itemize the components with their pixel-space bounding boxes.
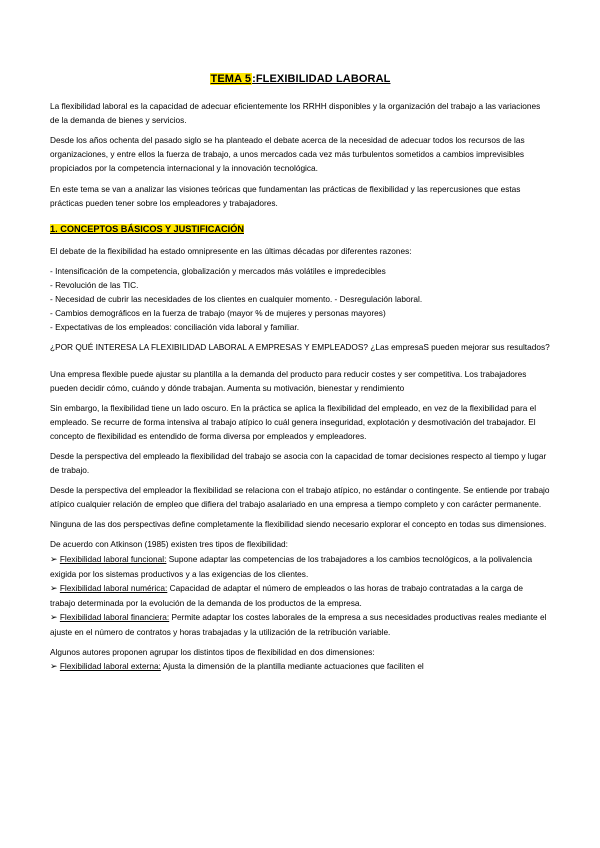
title-prefix: TEMA 5 bbox=[210, 73, 252, 85]
term: Flexibilidad laboral funcional: bbox=[59, 553, 167, 564]
arrow-icon: ➢ bbox=[50, 554, 58, 565]
paragraph: Desde la perspectiva del empleador la flexibilidad se relaciona con el trabajo atípico, no estándar o contingente. Se entiende por trabajo atípico cualquier relación de empleo que difiera del trabajo asalariado en una empresa a tiempo completo y con carácter permanente. bbox=[50, 485, 550, 510]
definition: Ajusta la dimensión de la plantilla mediante actuaciones que faciliten el bbox=[160, 661, 424, 672]
list-item: - Revolución de las TIC. bbox=[50, 280, 139, 291]
list-item: - Necesidad de cubrir las necesidades de los clientes en cualquier momento. - Desregulación laboral. bbox=[50, 294, 423, 305]
list-item: - Cambios demográficos en la fuerza de trabajo (mayor % de mujeres y personas mayores) bbox=[50, 308, 386, 319]
term: Flexibilidad laboral financiera: bbox=[59, 611, 170, 622]
term: Flexibilidad laboral externa: bbox=[59, 661, 161, 672]
paragraph: ¿POR QUÉ INTERESA LA FLEXIBILIDAD LABORAL A EMPRESAS Y EMPLEADOS? ¿Las empresaS pueden mejorar sus resultados? bbox=[50, 342, 550, 353]
list-item: - Intensificación de la competencia, globalización y mercados más volátiles e impredecibles bbox=[50, 265, 386, 276]
arrow-icon: ➢ bbox=[50, 662, 58, 673]
paragraph: La flexibilidad laboral es la capacidad de adecuar eficientemente los RRHH disponibles y la organización del trabajo a las variaciones de la demanda de bienes y servicios. bbox=[50, 101, 541, 126]
paragraph: Desde los años ochenta del pasado siglo se ha planteado el debate acerca de la necesidad de adecuar todos los recursos de las organizaciones, y entre ellos la fuerza de trabajo, a unos mercados cada vez más turbulentos sometidos a cambios imprevisibles propiciados por la competencia internacional y la innovación tecnológica. bbox=[50, 135, 525, 174]
flexibility-dimensions bbox=[50, 645, 550, 674]
paragraph: Sin embargo, la flexibilidad tiene un lado oscuro. En la práctica se aplica la flexibilidad del empleado, en vez de la flexibilidad para el empleado. Se recurre de forma intensiva al trabajo atípico lo cuál genera inseguridad, explotación y desmotivación del trabajador. El concepto de flexibilidad es entendido de forma diversa por empleados y empleadores. bbox=[50, 402, 537, 441]
paragraph: De acuerdo con Atkinson (1985) existen tres tipos de flexibilidad: bbox=[50, 539, 288, 550]
flexibility-types bbox=[50, 537, 550, 639]
paragraph: Una empresa flexible puede ajustar su plantilla a la demanda del producto para reducir costes y ser competitiva. Los trabajadores pueden decidir cómo, cuándo y dónde trabajan. Aumenta su motivación, bienestar y rendimiento bbox=[50, 368, 527, 393]
paragraph: El debate de la flexibilidad ha estado omnipresente en las últimas décadas por diferentes razones: bbox=[50, 245, 412, 256]
list-item bbox=[50, 659, 550, 674]
document-page bbox=[50, 72, 550, 674]
list-item bbox=[50, 610, 550, 639]
paragraph: Desde la perspectiva del empleado la flexibilidad del trabajo se asocia con la capacidad de tomar decisiones respecto al tiempo y lugar de trabajo. bbox=[50, 450, 547, 476]
definition: Supone adaptar las competencias de los trabajadores a los cambios tecnológicos, a la polivalencia exigida por los sistemas productivos y a las exigencias de los clientes. bbox=[50, 553, 533, 579]
section-heading: 1. CONCEPTOS BÁSICOS Y JUSTIFICACIÓN bbox=[50, 223, 244, 234]
list-item: - Expectativas de los empleados: conciliación vida laboral y familiar. bbox=[50, 322, 300, 333]
reasons-list bbox=[50, 264, 550, 334]
title-rest: :FLEXIBILIDAD LABORAL bbox=[252, 73, 391, 85]
definition: Capacidad de adaptar el número de empleados o las horas de trabajo contratadas a la carga de trabajo determinada por la evolución de la demanda de los productos de la empresa. bbox=[50, 582, 523, 608]
list-item bbox=[50, 552, 550, 581]
page-title bbox=[50, 72, 550, 86]
list-item bbox=[50, 581, 550, 610]
paragraph: Algunos autores proponen agrupar los distintos tipos de flexibilidad en dos dimensiones: bbox=[50, 647, 375, 658]
term: Flexibilidad laboral numérica: bbox=[59, 582, 168, 593]
arrow-icon: ➢ bbox=[50, 612, 58, 623]
arrow-icon: ➢ bbox=[50, 583, 58, 594]
paragraph: En este tema se van a analizar las visiones teóricas que fundamentan las prácticas de flexibilidad y las repercusiones que estas prácticas pueden tener sobre los empleadores y trabajadores. bbox=[50, 183, 521, 208]
definition: Permite adaptar los costes laborales de la empresa a sus necesidades productivas reales mediante el ajuste en el número de contratos y horas trabajadas y la utilización de la retribución variable. bbox=[50, 611, 547, 637]
paragraph: Ninguna de las dos perspectivas define completamente la flexibilidad siendo necesario explorar el concepto en todas sus dimensiones. bbox=[50, 519, 547, 530]
